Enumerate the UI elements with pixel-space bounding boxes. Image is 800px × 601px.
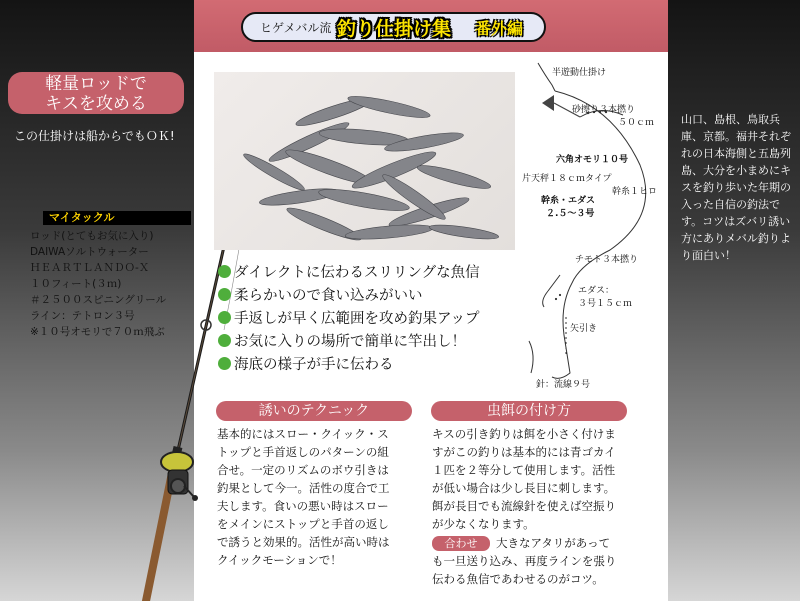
feature-item xyxy=(218,283,518,306)
right-description: 山口、島根、鳥取兵庫、京都。福井それぞれの日本海側と五島列島、大分を小まめにキスを釣り歩いた年期の入った自信の釣法です。コツはズバリ誘い方にありメバル釣りより面白い！ xyxy=(681,113,791,262)
awase-body xyxy=(432,534,664,588)
tackle-line: ＨＥＡＲＴＬＡＮＤＯ-Ｘ xyxy=(30,262,150,274)
feature-text: 海底の様子が手に伝わる xyxy=(234,357,394,373)
technique-line: 釣果として今一。活性の度合で工 xyxy=(217,481,390,495)
rig-label-mainline: 幹糸１ヒロ xyxy=(612,187,658,197)
rig-label-sinker-rig: 半遊動仕掛け xyxy=(552,68,607,78)
tackle-line: ※１０号オモリで７０ｍ飛ぶ xyxy=(30,326,165,338)
technique-line: 夫します。食いの悪い時はスロー xyxy=(217,499,389,513)
rig-label-mikiito: 幹糸・エダス xyxy=(541,196,596,206)
feature-text: お気に入りの場所で簡単に竿出し！ xyxy=(234,334,466,350)
tackle-line: ライン：テトロン３号 xyxy=(30,310,135,322)
kisu-fish-catch-image xyxy=(214,72,515,250)
rig-label-arrow: 矢引き xyxy=(570,324,598,334)
left-note: この仕掛けは船からでもＯＫ! xyxy=(14,129,175,143)
feature-item xyxy=(218,306,518,329)
left-title-badge xyxy=(8,72,184,114)
technique-heading: 誘いのテクニック xyxy=(216,401,412,421)
technique-line: トップと手首返しのパターンの組 xyxy=(217,445,389,459)
bullet-icon xyxy=(218,265,231,278)
rig-label-swivel: 砂擦り３本撚り xyxy=(572,105,636,115)
header-extra: 番外編 xyxy=(475,19,524,38)
feature-item xyxy=(218,352,518,375)
bullet-icon xyxy=(218,311,231,324)
header-title: 釣り仕掛け集 xyxy=(337,18,452,40)
awase-line: 大きなアタリがあって xyxy=(496,536,611,550)
bait-line: すがこの釣りは基本的には青ゴカイ xyxy=(432,445,616,459)
feature-item xyxy=(218,260,518,283)
technique-line: クイックモーションで！ xyxy=(217,553,342,567)
bait-line: 餌が長目でも流線針を使えば空振り xyxy=(432,499,616,513)
rig-label-chimoto: チモト３本撚り xyxy=(575,255,639,265)
feature-text: ダイレクトに伝わるスリリングな魚信 xyxy=(234,265,480,281)
feature-item xyxy=(218,329,518,352)
tackle-list xyxy=(30,228,205,340)
tackle-line: DAIWAソルトウォーター xyxy=(30,246,149,258)
left-title-line1: 軽量ロッドで xyxy=(45,74,147,94)
rig-label-hook: 針：流線９号 xyxy=(536,380,591,390)
tackle-line: ロッド(とてもお気に入り) xyxy=(30,230,154,242)
tackle-line: ＃２５００スピニングリール xyxy=(30,294,167,306)
rig-label-sinker: 六角オモリ１０号 xyxy=(556,155,629,165)
tackle-heading: マイタックル xyxy=(43,211,191,225)
left-title-line2: キスを攻める xyxy=(45,94,147,114)
technique-line: で誘うと効果的。活性が高い時は xyxy=(217,535,390,549)
awase-badge: 合わせ xyxy=(432,536,490,551)
feature-list xyxy=(218,260,518,375)
header-subtitle: ヒゲメバル流 xyxy=(260,21,332,35)
tackle-line: １０フィート(３ｍ) xyxy=(30,278,122,290)
technique-body xyxy=(217,425,413,569)
bullet-icon xyxy=(218,357,231,370)
rig-label-mikiito-size: ２.５～３号 xyxy=(546,209,595,219)
bait-line: キスの引き釣りは餌を小さく付けま xyxy=(432,427,616,441)
rig-label-tenbin: 片天秤１８ｃｍタイプ xyxy=(522,174,612,184)
technique-line: 基本的にはスロー・クイック・ス xyxy=(217,427,389,441)
bait-line: が低い場合は少し長目に刺します。 xyxy=(432,481,616,495)
feature-text: 柔らかいので食い込みがいい xyxy=(234,288,423,304)
feature-text: 手返しが早く広範囲を攻め釣果アップ xyxy=(234,311,480,327)
technique-line: をメインにストップと手首の返し xyxy=(217,517,389,531)
bait-body xyxy=(432,425,664,533)
bait-line: １匹を２等分して使用します。活性 xyxy=(432,463,616,477)
bait-line: が少なくなります。 xyxy=(432,517,535,531)
bullet-icon xyxy=(218,288,231,301)
awase-line: 伝わる魚信であわせるのがコツ。 xyxy=(432,572,604,586)
rig-label-length: ５０ｃｍ xyxy=(618,118,655,128)
rig-label-edasu: エダス： xyxy=(578,286,615,296)
rig-label-edasu-size: ３号１５ｃｍ xyxy=(578,299,633,309)
bait-heading: 虫餌の付け方 xyxy=(431,401,627,421)
bullet-icon xyxy=(218,334,231,347)
awase-line: も一旦送り込み、再度ラインを張り xyxy=(432,554,617,568)
fish-photo xyxy=(214,72,515,250)
technique-line: 合せ。一定のリズムのボウ引きは xyxy=(217,463,389,477)
